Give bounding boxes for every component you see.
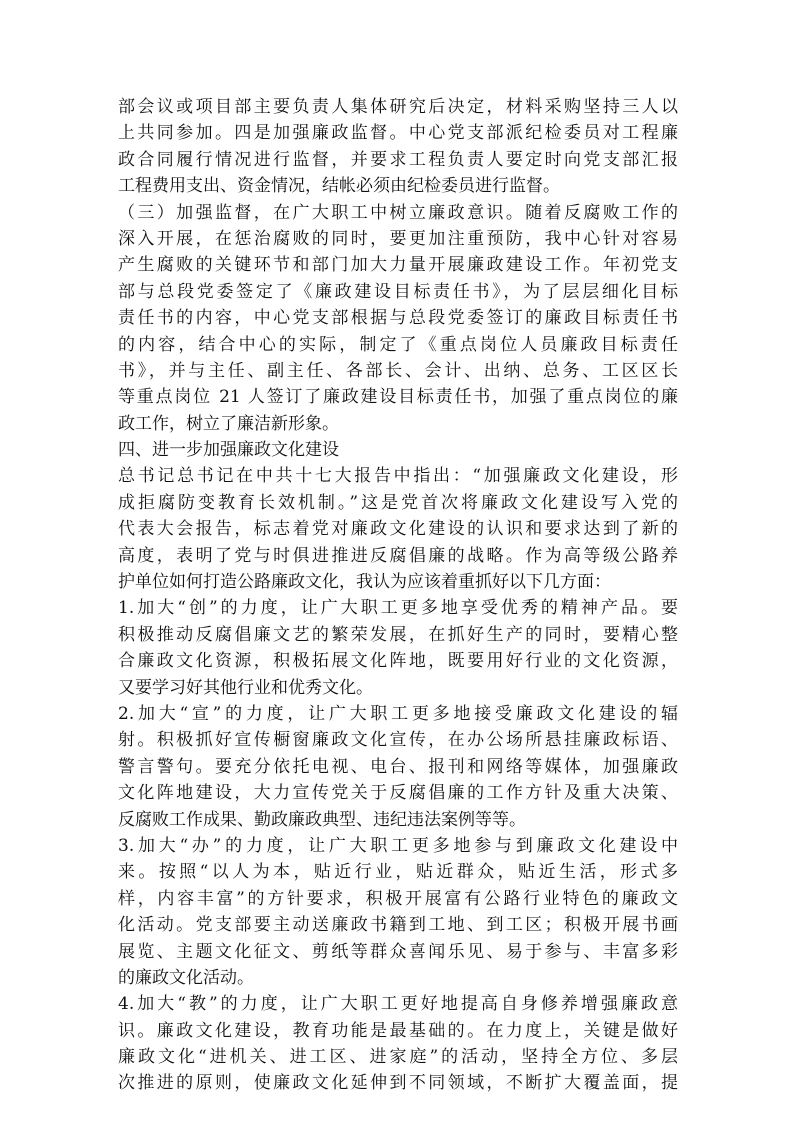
text-line: 4.加大“教”的力度，让广大职工更好地提高自身修养增强廉政意: [118, 994, 678, 1015]
text-line: 高度，表明了党与时俱进推进反腐倡廉的战略。作为高等级公路养: [118, 545, 678, 566]
text-line: 文化阵地建设，大力宣传党关于反腐倡廉的工作方针及重大决策、: [118, 783, 678, 804]
text-line: 部会议或项目部主要负责人集体研究后决定，材料采购坚持三人以: [118, 97, 678, 117]
text-line: 警言警句。要充分依托电视、电台、报刊和网络等媒体，加强廉政: [118, 756, 678, 777]
text-line: 上共同参加。四是加强廉政监督。中心党支部派纪检委员对工程廉: [118, 123, 678, 144]
text-line: 四、进一步加强廉政文化建设: [118, 440, 339, 461]
text-line: 护单位如何打造公路廉政文化，我认为应该着重抓好以下几方面：: [118, 572, 611, 593]
text-line: 反腐败工作成果、勤政廉政典型、违纪违法案例等等。: [118, 809, 526, 830]
text-line: 代表大会报告，标志着党对廉政文化建设的认识和要求达到了新的: [118, 519, 678, 540]
document-body: [118, 94, 678, 1097]
text-line: 总书记总书记在中共十七大报告中指出：“加强廉政文化建设，形: [118, 466, 678, 487]
text-line: 工程费用支出、资金情况，结帐必须由纪检委员进行监督。: [118, 176, 560, 197]
text-line: 廉政文化“进机关、进工区、进家庭”的活动，坚持全方位、多层: [118, 1047, 678, 1068]
text-line: 部与总段党委签定了《廉政建设目标责任书》，为了层层细化目标: [118, 281, 678, 302]
text-line: 展览、主题文化征文、剪纸等群众喜闻乐见、易于参与、丰富多彩: [118, 941, 678, 962]
text-line: 化活动。党支部要主动送廉政书籍到工地、到工区；积极开展书画: [118, 915, 678, 936]
text-line: 2.加大“宣”的力度，让广大职工更多地接受廉政文化建设的辐: [118, 703, 678, 724]
text-line: 样，内容丰富”的方针要求，积极开展富有公路行业特色的廉政文: [118, 888, 678, 909]
text-line: 政合同履行情况进行监督，并要求工程负责人要定时向党支部汇报: [118, 149, 678, 170]
text-line: 1.加大“创”的力度，让广大职工更多地享受优秀的精神产品。要: [118, 598, 678, 619]
text-line: 产生腐败的关键环节和部门加大力量开展廉政建设工作。年初党支: [118, 255, 678, 276]
text-line: 次推进的原则，使廉政文化延伸到不同领域，不断扩大覆盖面，提: [118, 1073, 678, 1094]
text-line: 射。积极抓好宣传橱窗廉政文化宣传，在办公场所悬挂廉政标语、: [118, 730, 678, 751]
text-line: 的廉政文化活动。: [118, 967, 254, 988]
text-line: 书》，并与主任、副主任、各部长、会计、出纳、总务、工区区长: [118, 360, 678, 381]
text-line: 合廉政文化资源，积极拓展文化阵地，既要用好行业的文化资源，: [118, 651, 678, 672]
text-line: （三）加强监督，在广大职工中树立廉政意识。随着反腐败工作的: [118, 202, 678, 223]
text-line: 又要学习好其他行业和优秀文化。: [118, 677, 373, 698]
text-line: 识。廉政文化建设，教育功能是最基础的。在力度上，关键是做好: [118, 1020, 678, 1041]
text-line: 等重点岗位 21 人签订了廉政建设目标责任书，加强了重点岗位的廉: [118, 387, 678, 408]
text-line: 责任书的内容，中心党支部根据与总段党委签订的廉政目标责任书: [118, 308, 678, 329]
text-line: 政工作，树立了廉洁新形象。: [118, 413, 339, 434]
text-line: 的内容，结合中心的实际，制定了《重点岗位人员廉政目标责任: [118, 334, 678, 355]
text-line: 3.加大“办”的力度，让广大职工更多地参与到廉政文化建设中: [118, 835, 678, 856]
text-line: 来。按照“以人为本，贴近行业，贴近群众，贴近生活，形式多: [118, 862, 678, 883]
text-line: 深入开展，在惩治腐败的同时，要更加注重预防，我中心针对容易: [118, 228, 678, 249]
text-line: 成拒腐防变教育长效机制。”这是党首次将廉政文化建设写入党的: [118, 492, 678, 513]
text-line: 积极推动反腐倡廉文艺的繁荣发展，在抓好生产的同时，要精心整: [118, 624, 678, 645]
